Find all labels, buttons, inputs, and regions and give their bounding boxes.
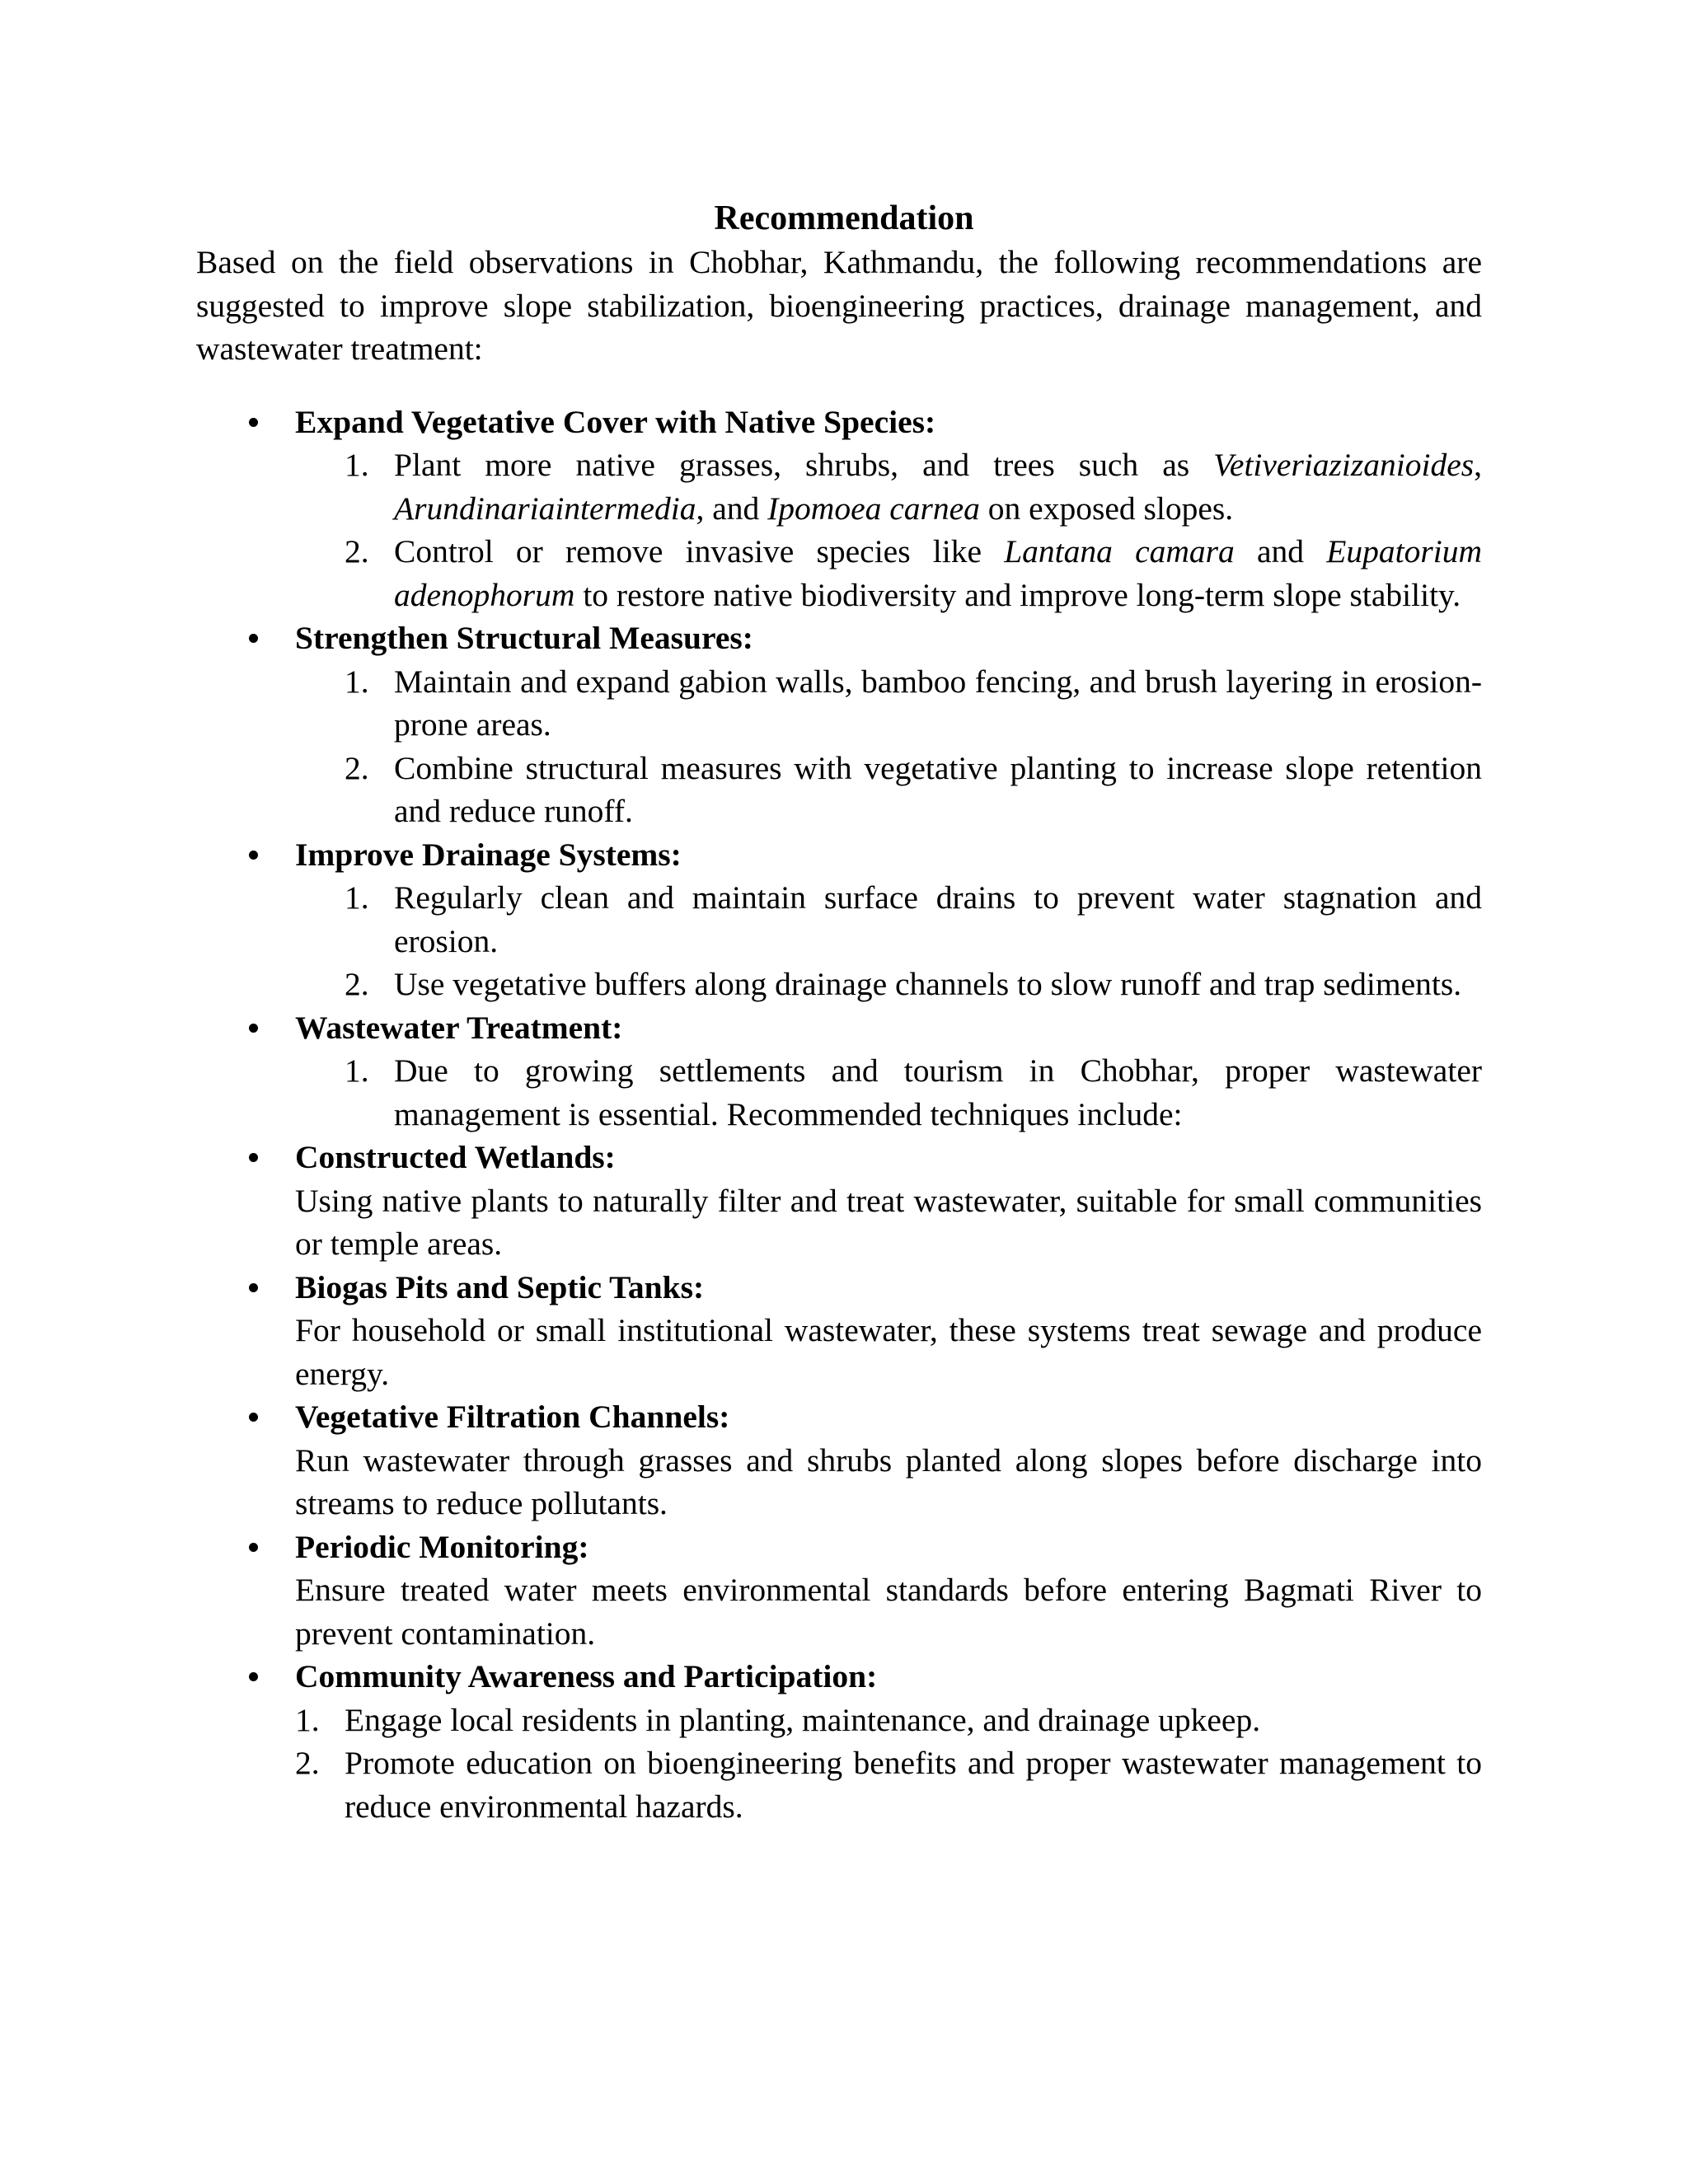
item-text: Due to growing settlements and tourism in Chobhar, proper wastewater management is essential. Recommended techniques include: xyxy=(394,1052,1482,1132)
recommendation-section xyxy=(196,1266,1482,1396)
item-number: 2. xyxy=(345,533,369,569)
item-number: 2. xyxy=(345,749,369,786)
item-text: Plant more native grasses, shrubs, and trees such as xyxy=(394,447,1214,483)
item-text: Use vegetative buffers along drainage channels to slow runoff and trap sediments. xyxy=(394,966,1462,1002)
species-name: Ipomoea carnea xyxy=(767,490,980,527)
item-text: Regularly clean and maintain surface drains to prevent water stagnation and erosion. xyxy=(394,879,1482,959)
section-body: Using native plants to naturally filter and treat wastewater, suitable for small communities or temple areas. xyxy=(295,1182,1482,1262)
item-text: , xyxy=(1474,447,1482,483)
numbered-list xyxy=(295,660,1482,833)
item-text: , and xyxy=(696,490,768,527)
item-text: to restore native biodiversity and improve long-term slope stability. xyxy=(574,576,1461,613)
list-item xyxy=(295,530,1482,616)
intro-paragraph: Based on the field observations in Chobhar, Kathmandu, the following recommendations are suggested to improve slope stabilization, bioengineering practices, drainage management, and wastewater treatment: xyxy=(196,244,1482,367)
recommendation-section xyxy=(196,1006,1482,1137)
section-body: Ensure treated water meets environmental standards before entering Bagmati River to prevent contamination. xyxy=(295,1572,1482,1652)
list-item xyxy=(295,1741,1482,1828)
numbered-list xyxy=(295,876,1482,1006)
section-heading: Biogas Pits and Septic Tanks: xyxy=(295,1268,705,1305)
item-text: Maintain and expand gabion walls, bamboo fencing, and brush layering in erosion-prone areas. xyxy=(394,663,1482,743)
section-heading: Wastewater Treatment: xyxy=(295,1009,623,1046)
recommendation-section xyxy=(196,401,1482,617)
species-name: Eupatorium adenophorum xyxy=(394,533,1482,613)
recommendation-section xyxy=(196,1526,1482,1656)
section-heading: Strengthen Structural Measures: xyxy=(295,620,753,656)
recommendation-section xyxy=(196,1136,1482,1266)
item-text: on exposed slopes. xyxy=(979,490,1234,527)
section-heading: Community Awareness and Participation: xyxy=(295,1658,878,1694)
item-number: 1. xyxy=(345,1052,369,1089)
item-number: 2. xyxy=(345,966,369,1002)
numbered-list xyxy=(295,443,1482,616)
item-text: Promote education on bioengineering benefits and proper wastewater management to reduce environmental hazards. xyxy=(345,1745,1482,1825)
section-heading: Expand Vegetative Cover with Native Species: xyxy=(295,403,936,440)
recommendation-section xyxy=(196,1655,1482,1828)
section-heading: Constructed Wetlands: xyxy=(295,1139,616,1175)
list-item xyxy=(295,963,1482,1006)
item-number: 1. xyxy=(295,1701,320,1738)
species-name: Lantana camara xyxy=(1004,533,1235,569)
list-item xyxy=(295,660,1482,747)
section-body: For household or small institutional wastewater, these systems treat sewage and produce energy. xyxy=(295,1312,1482,1392)
item-text: and xyxy=(1234,533,1327,569)
item-text: Engage local residents in planting, maintenance, and drainage upkeep. xyxy=(345,1701,1261,1738)
numbered-list xyxy=(295,1049,1482,1136)
item-text: Combine structural measures with vegetative planting to increase slope retention and reduce runoff. xyxy=(394,749,1482,829)
recommendation-section xyxy=(196,616,1482,833)
page-title: Recommendation xyxy=(714,199,974,237)
list-item xyxy=(295,876,1482,963)
item-number: 2. xyxy=(295,1745,320,1781)
species-name: Arundinariaintermedia xyxy=(394,490,696,527)
recommendation-section xyxy=(196,1395,1482,1526)
item-text: Control or remove invasive species like xyxy=(394,533,1005,569)
item-number: 1. xyxy=(345,879,369,916)
section-heading: Vegetative Filtration Channels: xyxy=(295,1399,730,1435)
section-body: Run wastewater through grasses and shrubs planted along slopes before discharge into streams to reduce pollutants. xyxy=(295,1441,1482,1521)
numbered-list xyxy=(295,1699,1482,1829)
list-item xyxy=(295,1699,1482,1742)
recommendation-section xyxy=(196,833,1482,1006)
item-number: 1. xyxy=(345,447,369,483)
species-name: Vetiveriazizanioides xyxy=(1213,447,1475,483)
section-heading: Improve Drainage Systems: xyxy=(295,836,682,873)
list-item xyxy=(295,1049,1482,1136)
recommendation-list xyxy=(196,401,1482,1829)
section-heading: Periodic Monitoring: xyxy=(295,1528,589,1565)
list-item xyxy=(295,443,1482,530)
item-number: 1. xyxy=(345,663,369,700)
list-item xyxy=(295,747,1482,833)
